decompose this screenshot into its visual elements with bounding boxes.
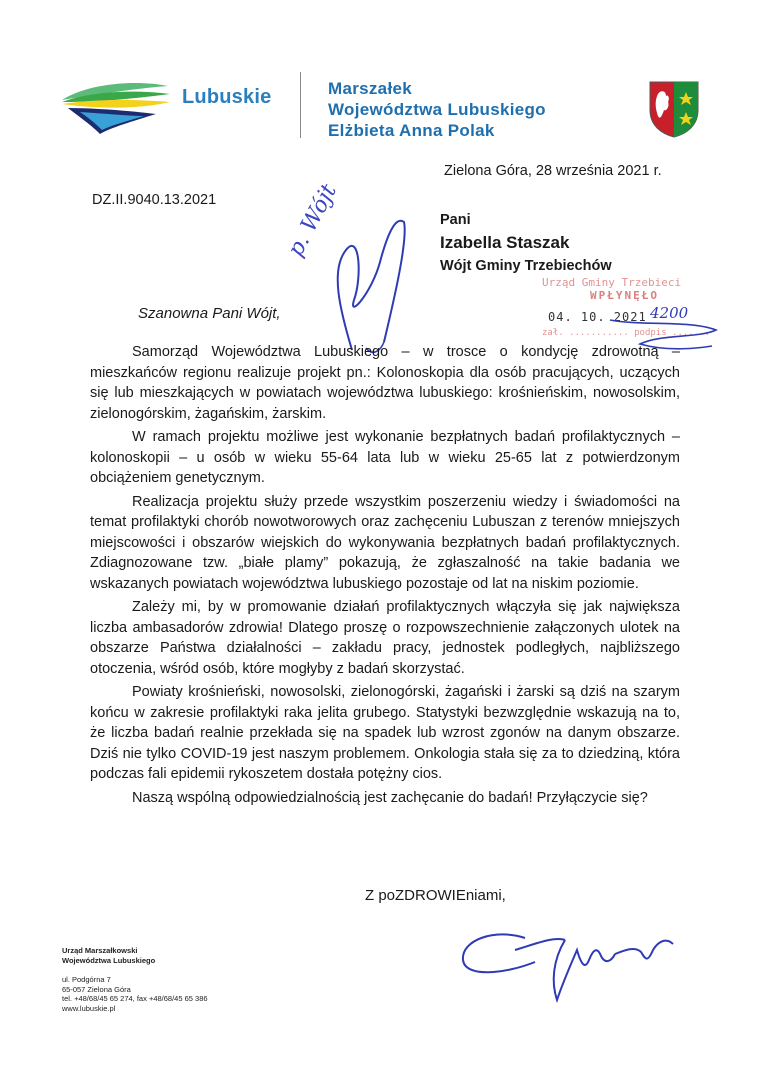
stamp-handwritten-number: 4200 [650, 304, 689, 322]
footer [62, 946, 208, 1013]
paragraph-5: Powiaty krośnieński, nowosolski, zielonogórski, żagański i żarski są dziś na szarym końcu w zakresie profilaktyki raka jelita grubego. Statystyki bezwzględnie wskazują na to, że liczba badań realnie przekłada się na spadek lub wzrost zgonów na danym obszarze. Dziś nie tylko COVID-19 jest naszym problemem. Onkologia stała się za to dziedziną, która podczas fali epidemii rykoszetem dostała potężny cios. [90, 684, 680, 782]
place-date: Zielona Góra, 28 września 2021 r. [444, 163, 662, 179]
paragraph-4: Zależy mi, by w promowanie działań profilaktycznych włączyła się jak największa liczba ambasadorów zdrowia! Dlatego proszę o rozpowszechnienie załączonych ulotek na obszarze Państwa działalności – zakładu pracy, jednostek podległych, najbliższego otoczenia, wśród osób, które mogłyby z badań skorzystać. [90, 599, 680, 677]
paragraph-6: Naszą wspólną odpowiedzialnością jest zachęcanie do badań! Przyłączycie się? [132, 789, 648, 806]
reference-number: DZ.II.9040.13.2021 [92, 192, 217, 208]
marshal-signature [455, 920, 685, 1010]
annotation-text: p. Wójt [283, 180, 342, 261]
recipient-name: Izabella Staszak [440, 233, 570, 252]
marshal-line-3: Elżbieta Anna Polak [328, 121, 495, 140]
marshal-line-1: Marszałek [328, 79, 412, 98]
footer-website[interactable]: www.lubuskie.pl [62, 1003, 116, 1013]
footer-address-line-2: 65-057 Zielona Góra [62, 984, 131, 994]
paragraph-3: Realizacja projektu służy przede wszystkim poszerzeniu wiedzy i świadomości na temat profilaktyki chorób nowotworowych oraz zachęceniu Lubuszan z terenów mniejszych miejscowości i obszarów wiejskich do wykonywania bezpłatnych badań profilaktycznych. Zdiagnozowane tzw. „białe plamy” pokazują, że zgłaszalność na takie badania we wskazanych powiatach województwa lubuskiego pozostaje od lat na niskim poziomie. [90, 493, 680, 592]
marshal-line-2: Województwa Lubuskiego [328, 100, 546, 119]
footer-phone-fax: tel. +48/68/45 65 274, fax +48/68/45 65 386 [62, 994, 208, 1003]
paragraph-2: W ramach projektu możliwe jest wykonanie bezpłatnych badań profilaktycznych – kolonoskopii – u osób w wieku 55-64 lata lub w wieku 25-65 lat z potwierdzonym obciążeniem genetycznym. [90, 429, 680, 486]
stamp-date: 04. 10. 2021 [548, 310, 647, 324]
footer-office-line-2: Województwa Lubuskiego [62, 955, 156, 965]
footer-office-line-1: Urząd Marszałkowski [62, 946, 138, 955]
footer-office [62, 946, 208, 965]
stamp-received: WPŁYNĘŁO [590, 289, 659, 302]
footer-address-line-1: ul. Podgórna 7 [62, 975, 111, 984]
salutation: Szanowna Pani Wójt, [138, 305, 281, 322]
closing: Z poZDROWIEniami, [365, 887, 506, 904]
stamp-office: Urząd Gminy Trzebieci [542, 276, 682, 289]
handwritten-annotation [0, 0, 764, 400]
brand-name: Lubuskie [182, 86, 272, 108]
stamp-footer: zał. ........... podpis ....... [542, 328, 710, 338]
recipient-title: Pani [440, 212, 471, 228]
recipient-position: Wójt Gminy Trzebiechów [440, 258, 612, 274]
paragraph-1: Samorząd Województwa Lubuskiego – w trosce o kondycję zdrowotną – mieszkańców regionu realizuje projekt pn.: Kolonoskopia dla osób pracujących, uczących się lub mieszkających w powiatach województwa lubuskiego: krośnieńskim, nowosolskim, zielonogórskim, żagańskim, żarskim. [90, 344, 680, 422]
letter-body [90, 342, 680, 811]
